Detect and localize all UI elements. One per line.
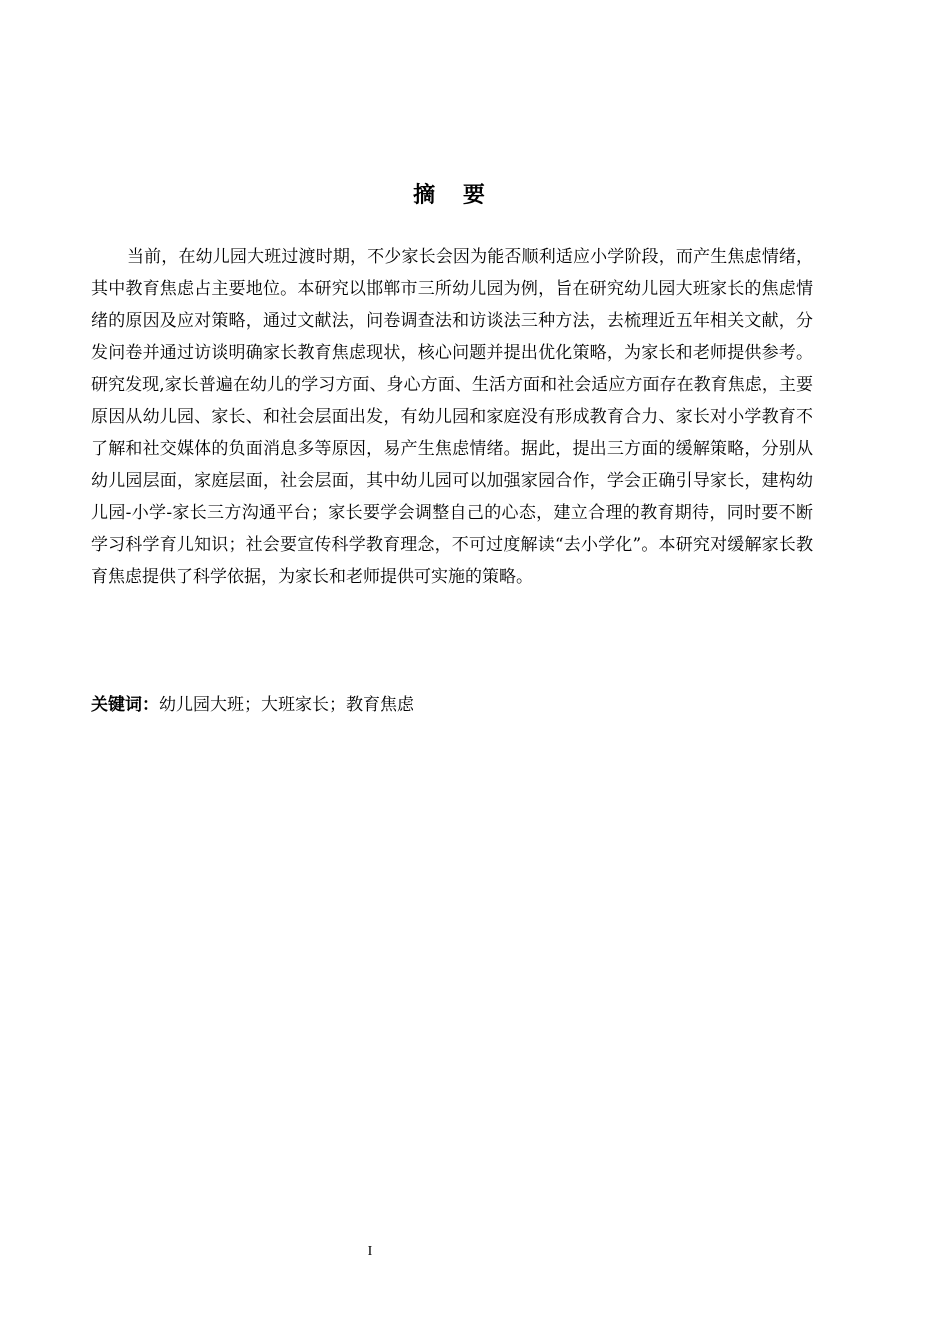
page-number: I bbox=[367, 1244, 373, 1259]
abstract-title: 摘 要 bbox=[413, 183, 495, 208]
keywords-label: 关键词： bbox=[91, 695, 159, 715]
keywords-text: 幼儿园大班；大班家长；教育焦虑 bbox=[159, 695, 414, 715]
abstract-body: 当前，在幼儿园大班过渡时期，不少家长会因为能否顺利适应小学阶段，而产生焦虑情绪，其中教育焦虑占主要地位。本研究以邯郸市三所幼儿园为例，旨在研究幼儿园大班家长的焦虑情绪的原因及应对策略，通过文献法，问卷调查法和访谈法三种方法，去梳理近五年相关文献，分发问卷并通过访谈明确家长教育焦虑现状，核心问题并提出优化策略，为家长和老师提供参考。研究发现,家长普遍在幼儿的学习方面、身心方面、生活方面和社会适应方面存在教育焦虑，主要原因从幼儿园、家长、和社会层面出发，有幼儿园和家庭没有形成教育合力、家长对小学教育不了解和社交媒体的负面消息多等原因，易产生焦虑情绪。据此，提出三方面的缓解策略，分别从幼儿园层面，家庭层面，社会层面，其中幼儿园可以加强家园合作，学会正确引导家长，建构幼儿园-小学-家长三方沟通平台；家长要学会调整自己的心态，建立合理的教育期待，同时要不断学习科学育儿知识；社会要宣传科学教育理念，不可过度解读“去小学化”。本研究对缓解家长教育焦虑提供了科学依据，为家长和老师提供可实施的策略。 bbox=[91, 247, 813, 587]
keywords-line bbox=[91, 689, 813, 721]
